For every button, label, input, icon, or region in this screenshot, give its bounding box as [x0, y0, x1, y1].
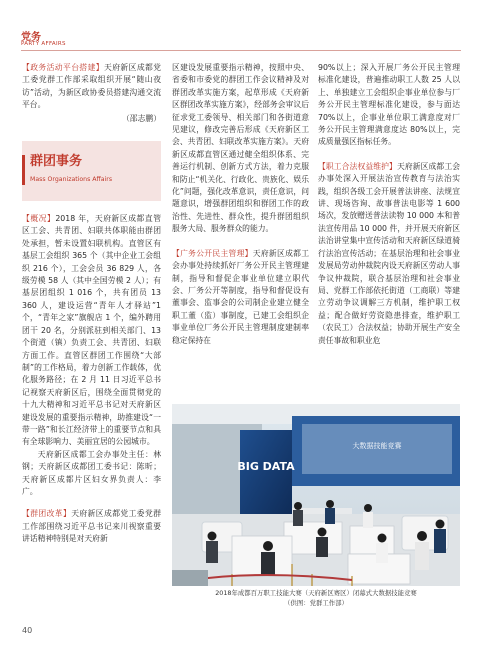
paragraph-tag: 【职工合法权益维护】: [318, 161, 397, 171]
paragraph-tag: 【广务公开民主管理】: [172, 248, 253, 258]
author-credit: （邵志鹏）: [122, 113, 161, 123]
photo-caption: [172, 588, 460, 608]
section-title: 群团事务: [30, 154, 83, 170]
paragraph-reform-cont: 区建设发展重要指示精神，按照中央、省委和市委党的群团工作会议精神及对群团改革实施方案，起草形成《天府新区群团改革实施方案》，经部务会审议后征求党工委领导、相关部门和各街道意见建议，修改完善后形成《天府新区工会、共青团、妇联改革实施方案》。天府新区成都直管区通过健全组织体系、完善运行机制、创新方式方法，着力克服和防止“机关化、行政化、贵族化、娱乐化”问题，强化改革意识，责任意识，问题意识，增强群团组织和群团工作的政治性、先进性、群众性，提升群团组织服务大局、服务群众的能力。: [172, 63, 309, 234]
paragraph-reform: [22, 508, 161, 545]
photo-banner-text: 大数据技能竞赛: [352, 442, 402, 450]
section-header-subtitle: PARTY AFFAIRS: [21, 41, 66, 47]
section-header-title: 党务: [21, 32, 41, 43]
event-photo: [172, 404, 460, 586]
paragraph-rights: [318, 161, 460, 347]
paragraph-text: 天府新区成都党工委党群工作部围绕习近平总书记来川视察重要讲话精神特别是对天府新: [22, 509, 162, 544]
paragraph-leaders: 天府新区成都工会办事处主任：林钢；天府新区成都团工委书记：陈昕；天府新区成都片区妇女界负责人：李广。: [22, 449, 161, 496]
column-3: [318, 62, 460, 347]
photo-screen-text: BIG DATA: [237, 460, 295, 473]
page-header: [0, 0, 480, 58]
event-photo-illustration: [172, 404, 460, 586]
paragraph-text: 天府新区成都党工委党群工作部采取组织开展“随山夜访”活动，为新区政协委员搭建沟通交流平台。: [22, 63, 162, 110]
paragraph-tag: 【概况】: [22, 214, 56, 224]
paragraph-text: 天府新区成都工会办事处深入开展法治宣传教育与法治实践，组织各级工会开展普法讲座、法规宣讲、现场咨询、故事普法电影等 1 600 场次，发放赠送普法读物 10 000 本和普法宣传用品 10 000 件，并开展天府新区法治讲堂集中宣传活动和天府新区绿道骑行法治宣传活动；在基层治理和社会事业发展局劳动仲裁院内设天府新区劳动人事争议仲裁院，联合基层治理和社会事业局、党群工作部依托街道（工商联）等建立劳动争议调解三方机制，维护职工权益；配合做好劳资隐患排查，维护职工（农民工）合法权益；协助开展生产安全责任事故和职业危: [318, 161, 461, 345]
caption-line-1: 2018年成都百万职工技能大赛（天府新区赛区）闭幕式大数据技能竞赛: [215, 589, 417, 597]
paragraph-democratic-cont: 90%以上；深入开展厂务公开民主管理标准化建设，普遍推动职工人数 25 人以上、单独建立工会组织企事业单位参与厂务公开民主管理标准化建设，参与面达 70%以上，企事业单位职工满意度对厂务公开民主管理满意度达 80%以上，完成质量强区指标任务。: [318, 63, 460, 147]
paragraph-platform: [22, 62, 161, 112]
banner-accent-bar: [22, 155, 25, 185]
column-2: [172, 62, 309, 347]
paragraph-overview: [22, 213, 161, 449]
column-1: [22, 62, 161, 546]
header-divider: [21, 50, 461, 51]
paragraph-tag: 【政务活动平台搭建】: [22, 63, 105, 72]
paragraph-tag: 【群团改革】: [22, 509, 72, 519]
section-banner: [22, 141, 161, 201]
section-subtitle: Mass Organizations Affairs: [30, 176, 113, 184]
paragraph-text: 天府新区成都工会办事处持续抓好厂务公开民主管理建制，指导和督促企事业单位建立职代会、厂务公开等制度，指导和督促设有董事会、监事会的公司制企业建立健全职工董（监）事制度，已建工会组织企事业单位厂务公开民主管理制度建制率稳定保持在: [172, 248, 310, 345]
paragraph-text: 2018 年，天府新区成都直管区工会、共青团、妇联共体职能由群团处承担，暂未设置妇联机构。直管区有基层工会组织 365 个（其中企业工会组织 216 个），工会会员 36 829 人，各级劳模 58 人（其中全国劳模 2 人）；有基层团组织 1 016 个，共有团员 13 360 人，建设运营“青年人才驿站”1 个，“青年之家”旗舰店 1 个，编外聘用团干 20 名，分别派驻到相关部门、13 个街道（镇）负责工会、共青团、妇联方面工作。直管区群团工作围绕“大部制”的工作格局，着力创新工作载体，优化服务路径；在 2 月 11 日习近平总书记视察天府新区后，围绕全面贯彻党的十九大精神和习近平总书记对天府新区建设发展的重要指示精神，助推建设“一带一路”和长江经济带上的重要节点和具有全球影响力、美丽宜居的公园城市。: [22, 214, 162, 447]
caption-line-2: （供图：党群工作部）: [284, 599, 348, 607]
page-number: 40: [22, 626, 33, 635]
paragraph-democratic-management: [172, 248, 309, 347]
